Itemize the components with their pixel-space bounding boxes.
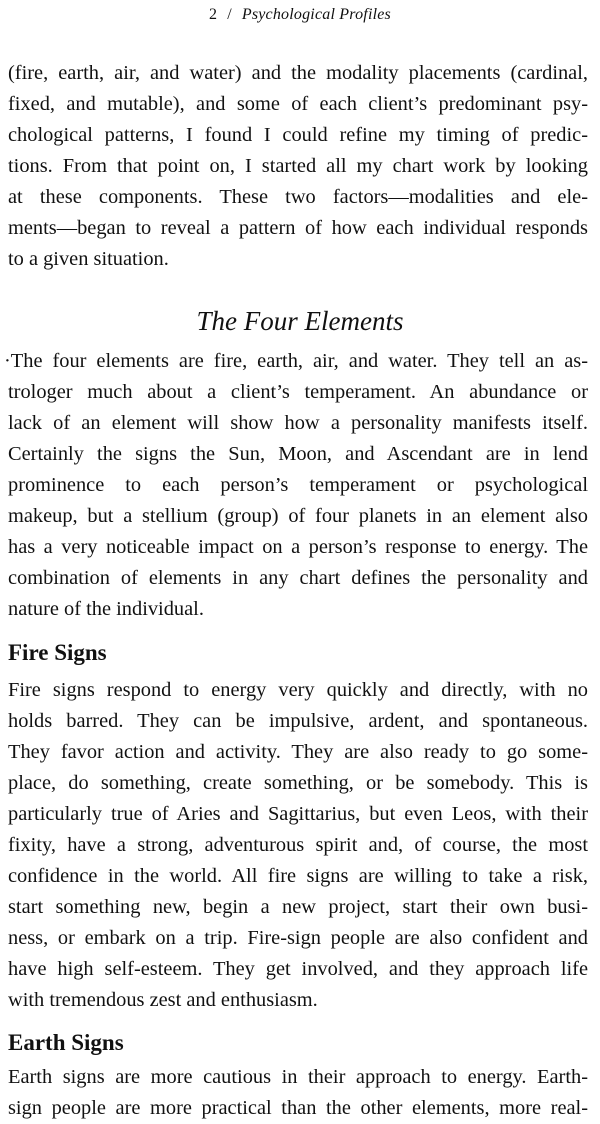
text-line: makeup, but a stellium (group) of four planets in an element also xyxy=(8,505,588,527)
text-line: particularly true of Aries and Sagittarius, but even Leos, with their xyxy=(8,803,588,825)
running-head xyxy=(0,6,600,24)
text-line: ·The four elements are fire, earth, air, and water. They tell an as- xyxy=(4,350,588,372)
text-line: with tremendous zest and enthusiasm. xyxy=(8,989,318,1011)
subheading-fire-signs: Fire Signs xyxy=(8,640,107,665)
text-line: holds barred. They can be impulsive, ardent, and spontaneous. xyxy=(8,710,588,732)
text-line: Certainly the signs the Sun, Moon, and Ascendant are in lend xyxy=(8,443,588,465)
text-line: at these components. These two factors—modalities and ele- xyxy=(8,186,588,208)
text-line: ments—began to reveal a pattern of how each individual responds xyxy=(8,217,588,239)
text-line: lack of an element will show how a personality manifests itself. xyxy=(8,412,588,434)
running-head-title: Psychological Profiles xyxy=(241,6,391,23)
section-heading-four-elements: The Four Elements xyxy=(196,306,404,336)
text-line: prominence to each person’s temperament or psychological xyxy=(8,474,588,496)
text-line: Earth signs are more cautious in their approach to energy. Earth- xyxy=(8,1066,588,1088)
text-line: start something new, begin a new project, start their own busi- xyxy=(8,896,588,918)
text-line: Fire signs respond to energy very quickly and directly, with no xyxy=(8,679,588,701)
page-number: 2 xyxy=(209,6,218,23)
text-line: sign people are more practical than the other elements, more real- xyxy=(8,1097,588,1119)
text-line: confidence in the world. All fire signs are willing to take a risk, xyxy=(8,865,588,887)
text-line: ness, or embark on a trip. Fire-sign people are also confident and xyxy=(8,927,588,949)
text-line: They favor action and activity. They are also ready to go some- xyxy=(8,741,588,763)
text-line: place, do something, create something, or be somebody. This is xyxy=(8,772,588,794)
text-line: nature of the individual. xyxy=(8,598,204,620)
text-line: trologer much about a client’s temperament. An abundance or xyxy=(8,381,588,403)
running-head-separator: / xyxy=(227,6,232,23)
text-line: fixed, and mutable), and some of each client’s predominant psy- xyxy=(8,93,588,115)
text-line: chological patterns, I found I could refine my timing of predic- xyxy=(8,124,588,146)
text-line: tions. From that point on, I started all my chart work by looking xyxy=(8,155,588,177)
text-line: (fire, earth, air, and water) and the modality placements (cardinal, xyxy=(8,62,588,84)
text-line: has a very noticeable impact on a person’s response to energy. The xyxy=(8,536,588,558)
text-line: to a given situation. xyxy=(8,248,169,270)
text-line: combination of elements in any chart defines the personality and xyxy=(8,567,588,589)
text-line: have high self-esteem. They get involved, and they approach life xyxy=(8,958,588,980)
subheading-earth-signs: Earth Signs xyxy=(8,1030,124,1055)
text-line: fixity, have a strong, adventurous spirit and, of course, the most xyxy=(8,834,588,856)
